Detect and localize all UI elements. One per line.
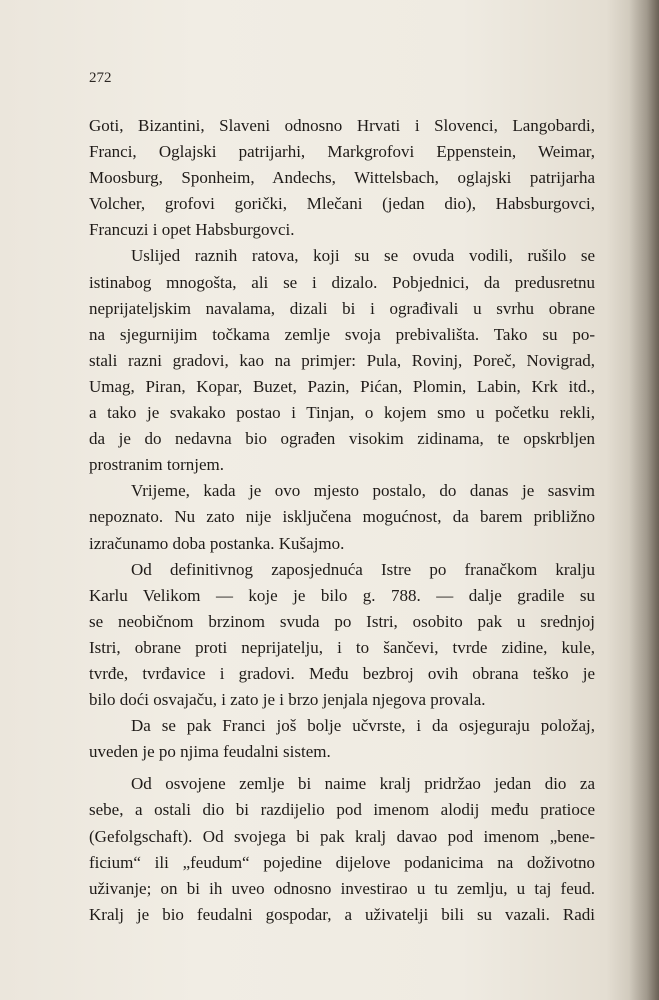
text-line: Volcher, grofovi gorički, Mlečani (jedan dio), Habsburgovci,	[89, 194, 595, 214]
text-line: nepoznato. Nu zato nije isključena mogućnost, da barem približno	[89, 507, 595, 527]
paragraph	[89, 557, 595, 714]
text-line: prostranim tornjem.	[89, 455, 225, 475]
text-line: Karlu Velikom — koje je bilo g. 788. — dalje gradile su	[89, 585, 595, 605]
text-line: Da se pak Franci još bolje učvrste, i da osjeguraju položaj,	[131, 716, 595, 736]
text-line: Francuzi i opet Habsburgovci.	[89, 220, 295, 240]
paragraph	[89, 478, 595, 556]
text-line: sebe, a ostali dio bi razdijelio pod imenom alodij među pratioce	[89, 800, 595, 820]
text-line: Kralj je bio feudalni gospodar, a uživatelji bili su vazali. Radi	[89, 904, 595, 924]
text-line: Vrijeme, kada je ovo mjesto postalo, do danas je sasvim	[131, 481, 595, 501]
text-line: Franci, Oglajski patrijarhi, Markgrofovi Eppenstein, Weimar,	[89, 142, 595, 162]
text-line: a tako je svakako postao i Tinjan, o kojem smo u početku rekli,	[89, 403, 595, 423]
text-line: izračunamo doba postanka. Kušajmo.	[89, 533, 345, 553]
text-line: stali razni gradovi, kao na primjer: Pula, Rovinj, Poreč, Novigrad,	[89, 350, 595, 370]
text-line: Moosburg, Sponheim, Andechs, Wittelsbach, oglajski patrijarha	[89, 168, 595, 188]
paragraph	[89, 713, 595, 765]
paragraph	[89, 771, 595, 928]
binding-shadow	[629, 0, 659, 1000]
text-line: na sjegurnijim točkama zemlje svoja prebivališta. Tako su po-	[89, 324, 595, 344]
paragraph	[89, 113, 595, 243]
text-line: Umag, Piran, Kopar, Buzet, Pazin, Pićan, Plomin, Labin, Krk itd.,	[89, 376, 595, 396]
text-line: se neobičnom brzinom svuda po Istri, osobito pak u srednjoj	[89, 611, 595, 631]
text-line: da je do nedavna bio ograđen visokim zidinama, te opskrbljen	[89, 429, 595, 449]
body-text	[89, 113, 595, 928]
paragraph	[89, 243, 595, 478]
text-line: Od definitivnog zaposjednuća Istre po franačkom kralju	[131, 559, 595, 579]
page-number: 272	[89, 70, 112, 86]
text-line: istinabog mnogošta, ali se i dizalo. Pobjednici, da predusretnu	[89, 272, 595, 292]
text-line: Od osvojene zemlje bi naime kralj pridržao jedan dio za	[131, 774, 595, 794]
text-line: Uslijed raznih ratova, koji su se ovuda vodili, rušilo se	[131, 246, 595, 266]
text-line: Istri, obrane proti neprijatelju, i to šančevi, tvrde zidine, kule,	[89, 637, 595, 657]
text-line: neprijateljskim navalama, dizali bi i ograđivali u svrhu obrane	[89, 298, 595, 318]
text-line: Goti, Bizantini, Slaveni odnosno Hrvati i Slovenci, Langobardi,	[89, 116, 595, 135]
text-line: (Gefolgschaft). Od svojega bi pak kralj davao pod imenom „bene-	[89, 826, 595, 846]
text-line: ficium“ ili „feudum“ pojedine dijelove podanicima na doživotno	[89, 852, 595, 872]
text-line: uveden je po njima feudalni sistem.	[89, 742, 331, 762]
text-line: tvrđe, tvrđavice i gradovi. Među bezbroj ovih obrana teško je	[89, 663, 595, 683]
text-line: uživanje; on bi ih uveo odnosno investirao u tu zemlju, u taj feud.	[89, 878, 595, 898]
text-line: bilo doći osvajaču, i zato je i brzo jenjala njegova provala.	[89, 690, 486, 710]
